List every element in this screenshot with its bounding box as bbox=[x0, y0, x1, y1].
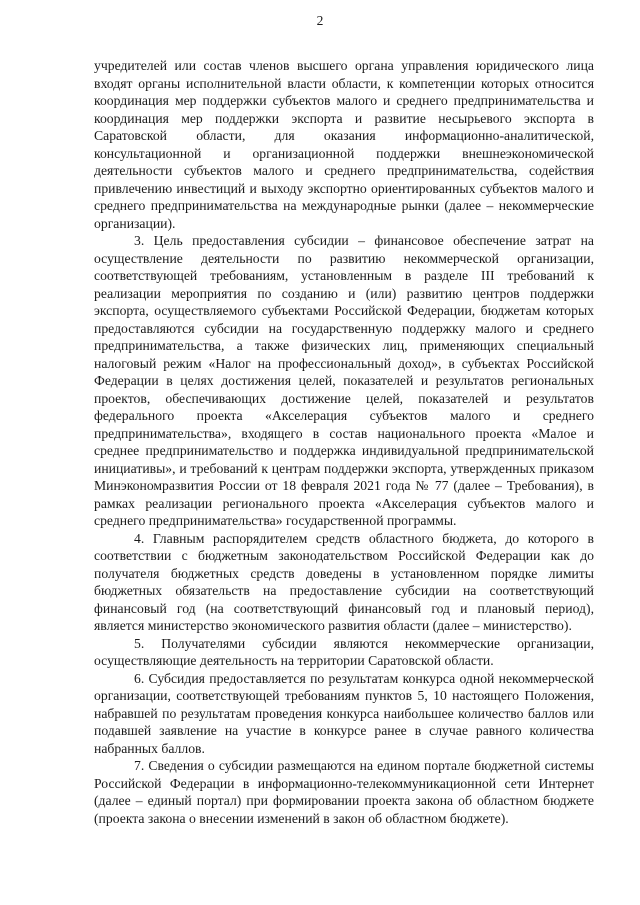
page-number: 2 bbox=[316, 13, 324, 28]
paragraph-4: 4. Главным распорядителем средств областного бюджета, до которого в соответствии с бюджетным законодательством Российской Федерации как до получателя бюджетных средств доведены в установленном порядке лимиты бюджетных обязательств на предоставление субсидии на соответствующий финансовый год (на соответствующий финансовый год и плановый период), является министерство экономического развития области (далее – министерство). bbox=[94, 530, 594, 633]
paragraph-5: 5. Получателями субсидии являются некоммерческие организации, осуществляющие деятельность на территории Саратовской области. bbox=[94, 635, 594, 668]
paragraph-continuation: учредителей или состав членов высшего органа управления юридического лица входят органы исполнительной власти области, к компетенции которых относится координация мер поддержки субъектов малого и среднего предпринимательства и координация мер поддержки экспорта и развитие несырьевого экспорта в Саратовской области, для оказания информационно-аналитической, консультационной и организационной поддержки внешнеэкономической деятельности субъектов малого и среднего предпринимательства, содействия привлечению инвестиций и выходу экспортно ориентированных субъектов малого и среднего предпринимательства на международные рынки (далее – некоммерческие организации). bbox=[94, 58, 594, 231]
paragraph-6: 6. Субсидия предоставляется по результатам конкурса одной некоммерческой организации, соответствующей требованиям пунктов 5, 10 настоящего Положения, набравшей по результатам проведения конкурса наибольшее количество баллов или подавшей заявление на участие в конкурсе ранее в случае равного количества набранных баллов. bbox=[94, 670, 594, 756]
paragraph-7: 7. Сведения о субсидии размещаются на едином портале бюджетной системы Российской Федерации в информационно-телекоммуникационной сети Интернет (далее – единый портал) при формировании проекта закона об областном бюджете (проекта закона о внесении изменений в закон об областном бюджете). bbox=[94, 758, 594, 826]
paragraph-3: 3. Цель предоставления субсидии – финансовое обеспечение затрат на осуществление деятельности по развитию некоммерческой организации, соответствующей требованиям, установленным в разделе III требований к реализации мероприятия по созданию и (или) развитию центров поддержки экспорта, осуществляемого субъектами Российской Федерации, бюджетам которых предоставляются субсидии на государственную поддержку малого и среднего предпринимательства, а также физических лиц, применяющих специальный налоговый режим «Налог на профессиональный доход», в субъектах Российской Федерации в целях достижения целей, показателей и результатов региональных проектов, обеспечивающих достижение целей, показателей и результатов федерального проекта «Акселерация субъектов малого и среднего предпринимательства», входящего в состав национального проекта «Малое и среднее предпринимательство и поддержка индивидуальной предпринимательской инициативы», и требований к центрам поддержки экспорта, утвержденных приказом Минэкономразвития России от 18 февраля 2021 года № 77 (далее – Требования), в рамках реализации регионального проекта «Акселерация субъектов малого и среднего предпринимательства» государственной программы. bbox=[94, 233, 594, 528]
